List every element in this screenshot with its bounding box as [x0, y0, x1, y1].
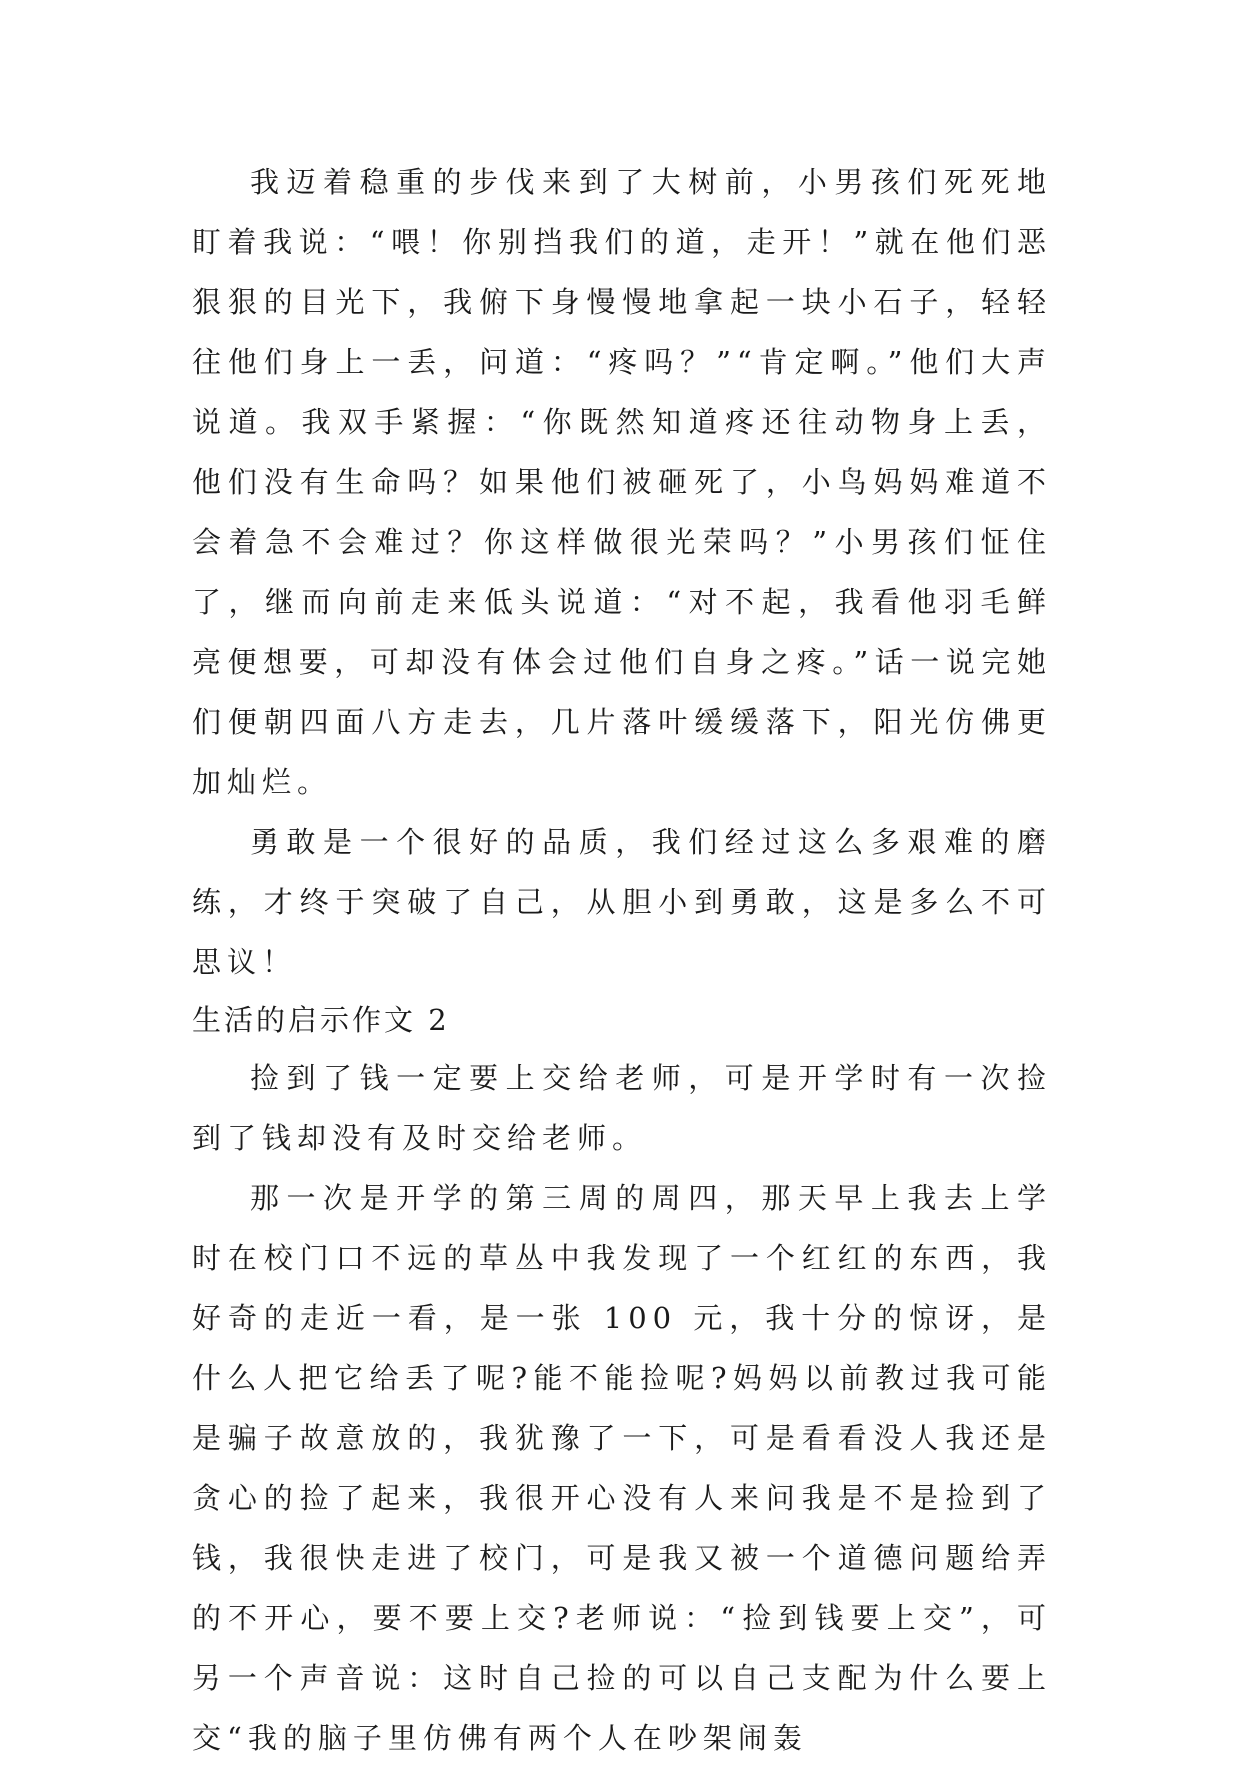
- document-body: [192, 152, 1052, 1768]
- paragraph-bravery-conclusion: 勇敢是一个很好的品质，我们经过这么多艰难的磨练，才终于突破了自己，从胆小到勇敢，这是多么不可思议！: [192, 825, 1052, 979]
- paragraph-found-money-story: 那一次是开学的第三周的周四，那天早上我去上学时在校门口不远的草丛中我发现了一个红红的东西，我好奇的走近一看，是一张 100 元，我十分的惊讶，是什么人把它给丢了呢?能不能捡呢?妈妈以前教过我可能是骗子故意放的，我犹豫了一下，可是看看没人我还是贪心的捡了起来，我很开心没有人来问我是不是捡到了钱，我很快走进了校门，可是我又被一个道德问题给弄的不开心，要不要上交?老师说：“捡到钱要上交”，可另一个声音说：这时自己捡的可以自己支配为什么要上交“我的脑子里仿佛有两个人在吵架闹轰: [192, 1181, 1052, 1755]
- essay-heading: 生活的启示作文 2: [192, 1003, 450, 1037]
- paragraph-found-money-intro: 捡到了钱一定要上交给老师，可是开学时有一次捡到了钱却没有及时交给老师。: [192, 1061, 1052, 1155]
- paragraph-story-confrontation: 我迈着稳重的步伐来到了大树前，小男孩们死死地盯着我说：“喂！你别挡我们的道，走开！”就在他们恶狠狠的目光下，我俯下身慢慢地拿起一块小石子，轻轻往他们身上一丢，问道：“疼吗？”“肯定啊。”他们大声说道。我双手紧握：“你既然知道疼还往动物身上丢，他们没有生命吗？如果他们被砸死了，小鸟妈妈难道不会着急不会难过？你这样做很光荣吗？”小男孩们怔住了，继而向前走来低头说道：“对不起，我看他羽毛鲜亮便想要，可却没有体会过他们自身之疼。”话一说完她们便朝四面八方走去，几片落叶缓缓落下，阳光仿佛更加灿烂。: [192, 165, 1052, 799]
